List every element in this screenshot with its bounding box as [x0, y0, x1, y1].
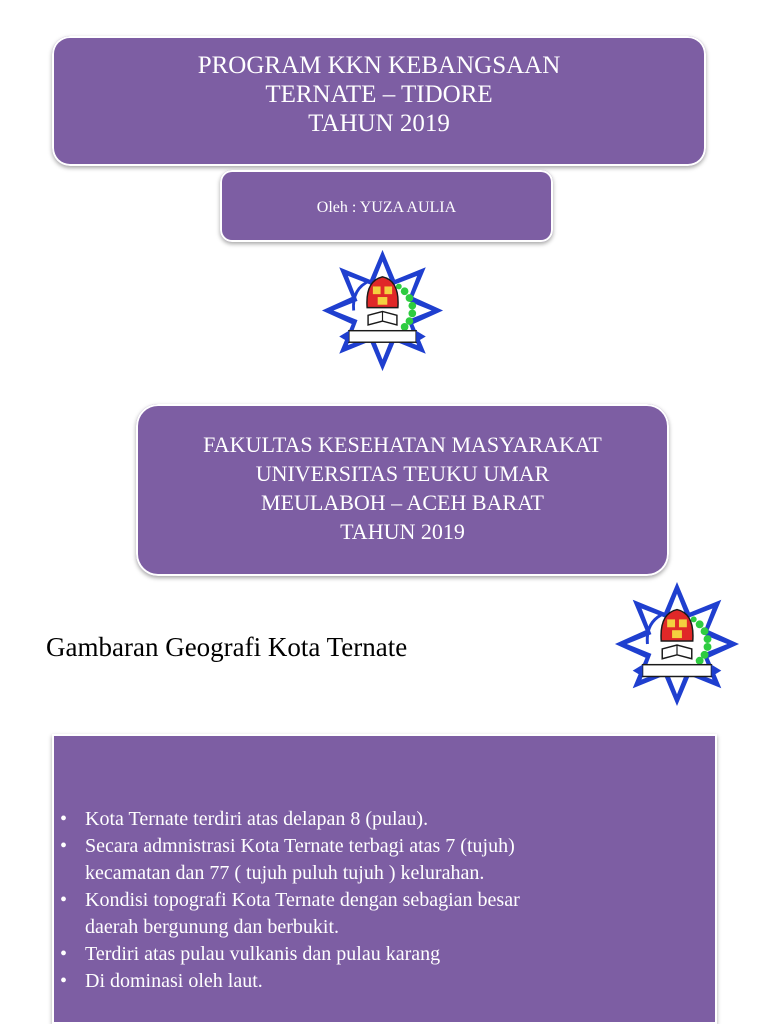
list-item-text: Secara admnistrasi Kota Ternate terbagi atas 7 (tujuh)	[85, 835, 515, 857]
list-item-text: Terdiri atas pulau vulkanis dan pulau karang	[85, 943, 441, 965]
title-line-1: PROGRAM KKN KEBANGSAAN	[197, 52, 561, 79]
list-item-text: Kota Ternate terdiri atas delapan 8 (pulau).	[85, 808, 429, 830]
author-box	[220, 170, 553, 242]
university-logo-icon	[300, 248, 465, 373]
bullet-marker: •	[60, 970, 68, 992]
list-item-text-cont: kecamatan dan 77 ( tujuh puluh tujuh ) kelurahan.	[85, 862, 485, 884]
list-item-text: Di dominasi oleh laut.	[85, 970, 263, 992]
bullet-marker: •	[60, 835, 68, 857]
bullet-marker: •	[60, 943, 68, 965]
list-item	[52, 806, 717, 833]
bullet-marker: •	[60, 808, 68, 830]
faculty-line-2: UNIVERSITAS TEUKU UMAR	[255, 461, 550, 486]
bullet-marker: •	[60, 889, 68, 911]
faculty-line-1: FAKULTAS KESEHATAN MASYARAKAT	[203, 432, 602, 457]
title-line-2: TERNATE – TIDORE	[265, 81, 493, 108]
title-box	[52, 36, 706, 166]
list-item-text-cont: daerah bergunung dan berbukit.	[85, 916, 339, 938]
list-item-text: Kondisi topografi Kota Ternate dengan sebagian besar	[85, 889, 520, 911]
list-item	[52, 941, 717, 968]
title-line-3: TAHUN 2019	[308, 110, 450, 137]
list-item	[52, 887, 717, 941]
list-item	[52, 833, 717, 887]
list-item	[52, 968, 717, 995]
faculty-line-3: MEULABOH – ACEH BARAT	[261, 490, 544, 515]
faculty-line-4: TAHUN 2019	[340, 519, 465, 544]
author-text: Oleh : YUZA AULIA	[316, 199, 457, 216]
bullet-list	[52, 806, 717, 995]
content-box	[52, 734, 717, 1024]
university-logo-icon	[592, 580, 762, 708]
faculty-box	[136, 404, 669, 576]
section-heading: Gambaran Geografi Kota Ternate	[46, 632, 408, 662]
